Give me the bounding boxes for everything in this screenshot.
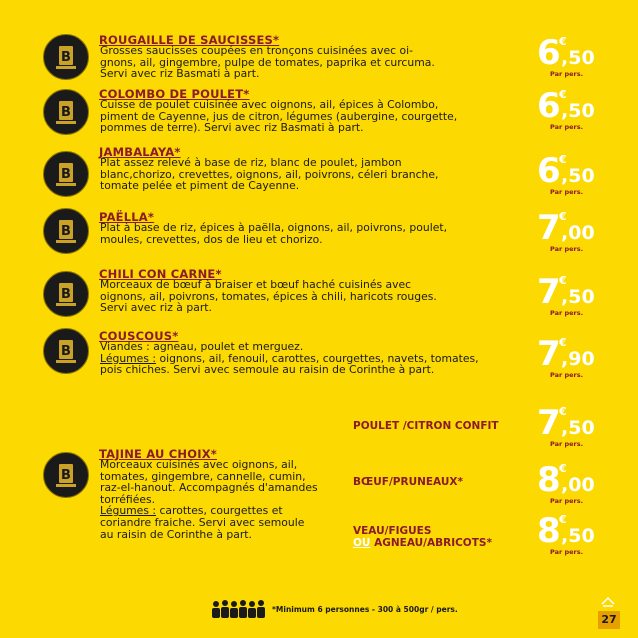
euro-symbol: € (559, 405, 567, 418)
desc-line: Viandes : agneau, poulet et merguez. (100, 340, 304, 353)
page-number: 27 (598, 611, 620, 629)
fabrication-badge (43, 328, 89, 374)
dish-description (100, 279, 437, 314)
price-cents: ,00 (561, 222, 595, 244)
desc-line: tomate pelée et piment de Cayenne. (100, 179, 300, 193)
euro-symbol: € (559, 274, 567, 287)
chef-logo-icon (44, 453, 88, 497)
price-euros: 7 (537, 334, 561, 374)
desc-line: raz-el-hanout. Accompagnés d'amandes (100, 481, 318, 495)
dish-title: COLOMBO DE POULET* (99, 87, 250, 101)
per-person-label: Par pers. (550, 440, 584, 448)
chef-logo-icon (44, 90, 88, 134)
per-person-label: Par pers. (550, 371, 584, 379)
dish-title: JAMBALAYA* (99, 145, 181, 159)
fabrication-badge (43, 271, 89, 317)
legumes-label: Légumes : (100, 351, 157, 365)
price-euros: 7 (537, 272, 561, 312)
desc-line: Servi avec riz à part. (100, 301, 212, 315)
desc-line: coriandre fraiche. Servi avec semoule (100, 515, 305, 529)
fabrication-badge (43, 208, 89, 254)
option-text: AGNEAU/ABRICOTS* (370, 537, 492, 549)
price-cents: ,50 (561, 100, 595, 122)
option-line (353, 537, 492, 549)
per-person-label: Par pers. (550, 309, 584, 317)
option-line: VEAU/FIGUES (353, 525, 432, 537)
tajine-option-label (353, 525, 492, 549)
legumes-label: Légumes : (100, 504, 157, 518)
fabrication-badge (43, 452, 89, 498)
euro-symbol: € (559, 35, 567, 48)
price-euros: 7 (537, 403, 561, 443)
price-cents: ,90 (561, 348, 595, 370)
per-person-label: Par pers. (550, 70, 584, 78)
dish-title: CHILI CON CARNE* (99, 267, 222, 281)
price-euros: 6 (537, 33, 561, 73)
price-euros: 6 (537, 151, 561, 191)
legumes-text: oignons, ail, fenouil, carottes, courgettes, navets, tomates, (156, 351, 479, 365)
dish-description (100, 341, 479, 376)
per-person-label: Par pers. (550, 548, 584, 556)
desc-line: oignons, ail, poivrons, tomates, épices à chili, haricots rouges. (100, 289, 437, 303)
desc-line: Servi avec riz Basmati à part. (100, 67, 260, 81)
dish-title: TAJINE AU CHOIX* (99, 447, 217, 461)
desc-line: torréfiées. (100, 492, 156, 506)
chef-hat-icon (600, 596, 616, 608)
fabrication-badge (43, 151, 89, 197)
chef-logo-icon (44, 272, 88, 316)
price-cents: ,50 (561, 47, 595, 69)
tajine-option-label: POULET /CITRON CONFIT (353, 420, 499, 432)
footer-text: *Minimum 6 personnes - 300 à 500gr / pers. (272, 604, 458, 614)
per-person-label: Par pers. (550, 188, 584, 196)
price-cents: ,00 (561, 474, 595, 496)
price-euros: 8 (537, 511, 561, 551)
price-euros: 8 (537, 460, 561, 500)
svg-text:B: B (61, 50, 71, 65)
price-cents: ,50 (561, 525, 595, 547)
euro-symbol: € (559, 210, 567, 223)
dish-title: COUSCOUS* (99, 329, 179, 343)
fabrication-badge (43, 34, 89, 80)
euro-symbol: € (559, 462, 567, 475)
euro-symbol: € (559, 88, 567, 101)
group-people-icon (210, 599, 268, 619)
chef-logo-icon (44, 152, 88, 196)
desc-line: au raisin de Corinthe à part. (100, 527, 252, 541)
chef-logo-icon (44, 35, 88, 79)
desc-line: blanc,chorizo, crevettes, oignons, ail, poivrons, céleri branche, (100, 167, 439, 181)
per-person-label: Par pers. (550, 245, 584, 253)
dish-description (100, 222, 447, 245)
price-euros: 6 (537, 86, 561, 126)
price-euros: 7 (537, 208, 561, 248)
desc-line: pois chiches. Servi avec semoule au raisin de Corinthe à part. (100, 363, 435, 377)
per-person-label: Par pers. (550, 497, 584, 505)
svg-text:B: B (61, 167, 71, 182)
svg-text:B: B (61, 105, 71, 120)
tajine-option-label: BŒUF/PRUNEAUX* (353, 476, 463, 488)
desc-line: piment de Cayenne, jus de citron, légumes (aubergine, courgette, (100, 109, 458, 123)
price-cents: ,50 (561, 417, 595, 439)
dish-title: ROUGAILLE DE SAUCISSES* (99, 33, 280, 47)
fabrication-badge (43, 89, 89, 135)
desc-line: tomates, gingembre, cannelle, cumin, (100, 469, 306, 483)
svg-text:B: B (61, 287, 71, 302)
svg-text:B: B (61, 224, 71, 239)
footer-note (210, 598, 458, 620)
price-cents: ,50 (561, 165, 595, 187)
desc-line: Morceaux de bœuf à braiser et bœuf haché cuisinés avec (100, 278, 412, 291)
svg-text:B: B (61, 468, 71, 483)
chef-logo-icon (44, 209, 88, 253)
desc-line: Cuisse de poulet cuisinée avec oignons, ail, épices à Colombo, (100, 98, 439, 111)
price-cents: ,50 (561, 286, 595, 308)
desc-line: moules, crevettes, dos de lieu et chorizo. (100, 232, 323, 246)
chef-logo-icon (44, 329, 88, 373)
dish-description (100, 459, 318, 540)
desc-line: gnons, ail, gingembre, pulpe de tomates, paprika et curcuma. (100, 55, 435, 69)
ou-label: OU (353, 537, 371, 549)
desc-line: Grosses saucisses coupées en tronçons cuisinées avec oi- (100, 44, 414, 57)
dish-description (100, 157, 438, 192)
euro-symbol: € (559, 336, 567, 349)
svg-text:B: B (61, 344, 71, 359)
euro-symbol: € (559, 153, 567, 166)
dish-description (100, 99, 457, 134)
dish-title: PAËLLA* (99, 210, 155, 224)
dish-description (100, 45, 435, 80)
euro-symbol: € (559, 513, 567, 526)
per-person-label: Par pers. (550, 123, 584, 131)
legumes-text: carottes, courgettes et (156, 504, 283, 518)
desc-line: Plat à base de riz, épices à paëlla, oignons, ail, poivrons, poulet, (100, 221, 447, 234)
desc-line: Plat assez relevé à base de riz, blanc de poulet, jambon (100, 156, 402, 169)
desc-line: Morceaux cuisinés avec oignons, ail, (100, 458, 298, 471)
desc-line: pommes de terre). Servi avec riz Basmati à part. (100, 121, 364, 135)
